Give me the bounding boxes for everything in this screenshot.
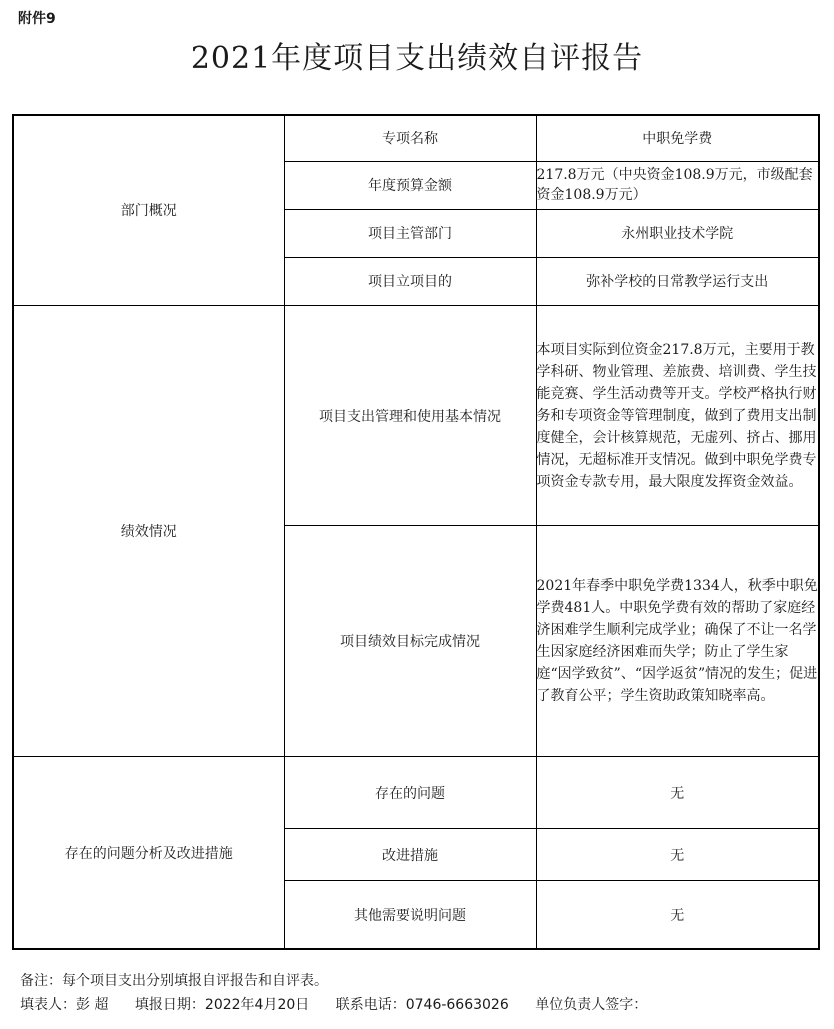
value-annual-budget: 217.8万元（中央资金108.9万元，市级配套资金108.9万元） xyxy=(536,161,819,209)
section-performance: 绩效情况 xyxy=(13,305,284,756)
label-existing-problems: 存在的问题 xyxy=(284,757,536,829)
footer-filler: 填表人：彭 超 xyxy=(20,997,109,1013)
label-project-name: 专项名称 xyxy=(284,115,536,161)
label-fund-usage: 项目支出管理和使用基本情况 xyxy=(284,305,536,526)
value-department: 永州职业技术学院 xyxy=(536,209,819,257)
label-target-completion: 项目绩效目标完成情况 xyxy=(284,526,536,757)
footer-info xyxy=(20,994,669,1014)
value-project-purpose: 弥补学校的日常教学运行支出 xyxy=(536,257,819,305)
label-project-purpose: 项目立项目的 xyxy=(284,257,536,305)
value-target-completion: 2021年春季中职免学费1334人，秋季中职免学费481人。中职免学费有效的帮助了家庭经济困难学生顺利完成学业；确保了不让一名学生因家庭经济困难而失学；防止了学生家庭“因学致贫”、“因学返贫”情况的发生；促进了教育公平；学生资助政策知晓率高。 xyxy=(536,526,819,757)
label-other-notes: 其他需要说明问题 xyxy=(284,881,536,949)
value-other-notes: 无 xyxy=(536,881,819,949)
section-overview: 部门概况 xyxy=(13,115,284,305)
value-fund-usage: 本项目实际到位资金217.8万元，主要用于教学科研、物业管理、差旅费、培训费、学生技能竞赛、学生活动费等开支。学校严格执行财务和专项资金等管理制度，做到了费用支出制度健全，会计核算规范，无虚列、挤占、挪用情况，无超标准开支情况。做到中职免学费专项资金专款专用，最大限度发挥资金效益。 xyxy=(536,305,819,526)
label-department: 项目主管部门 xyxy=(284,209,536,257)
attachment-label: 附件9 xyxy=(18,11,56,27)
report-table xyxy=(12,114,820,950)
footer-signature: 单位负责人签字： xyxy=(535,997,648,1013)
label-improvements: 改进措施 xyxy=(284,829,536,881)
footer-note: 备注：每个项目支出分别填报自评报告和自评表。 xyxy=(20,973,328,989)
page-title: 2021年度项目支出绩效自评报告 xyxy=(190,41,644,76)
value-project-name: 中职免学费 xyxy=(536,115,819,161)
label-annual-budget: 年度预算金额 xyxy=(284,161,536,209)
value-improvements: 无 xyxy=(536,829,819,881)
footer-phone: 联系电话：0746-6663026 xyxy=(335,997,509,1013)
footer-date: 填报日期：2022年4月20日 xyxy=(134,997,310,1013)
section-issues: 存在的问题分析及改进措施 xyxy=(13,757,284,950)
value-existing-problems: 无 xyxy=(536,757,819,829)
